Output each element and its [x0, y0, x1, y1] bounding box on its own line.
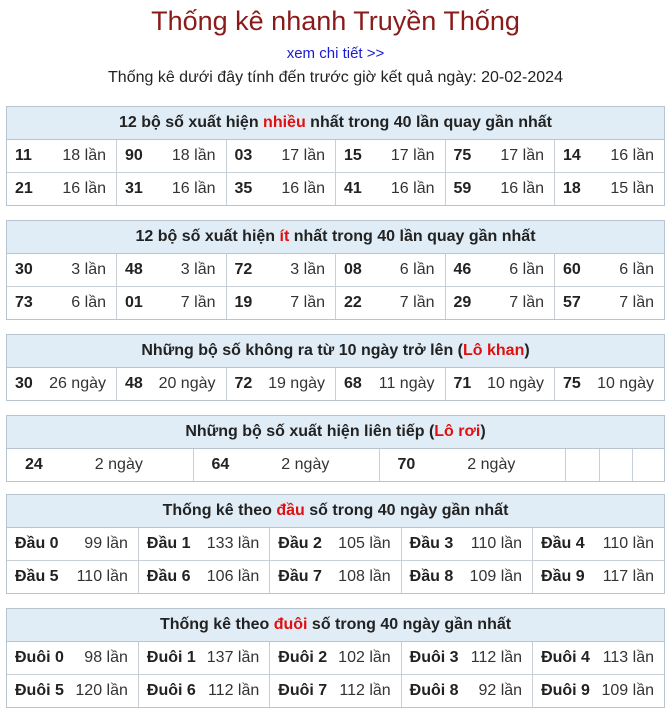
stat-label: 73 — [15, 294, 33, 311]
stat-count: 17 lần — [390, 147, 435, 164]
stat-label: 31 — [125, 180, 143, 197]
stat-count: 18 lần — [62, 147, 106, 164]
stat-cell — [7, 368, 117, 400]
stat-cell — [555, 287, 665, 320]
table-row — [7, 642, 664, 675]
stat-cell — [555, 254, 665, 287]
stat-label: Đầu 8 — [409, 568, 454, 585]
stat-count: 16 lần — [500, 180, 544, 197]
stat-count: 20 ngày — [158, 375, 216, 392]
table-row — [7, 287, 664, 320]
stat-label: Đầu 5 — [15, 568, 59, 585]
lo-roi-panel — [6, 415, 665, 482]
stat-count: 6 lần — [71, 294, 106, 311]
stat-label: 64 — [211, 456, 230, 473]
stat-count: 120 lần — [75, 682, 128, 699]
stat-cell — [555, 368, 665, 400]
stat-cell — [270, 642, 401, 675]
stat-label: Đầu 1 — [146, 535, 191, 552]
stat-cell — [7, 140, 117, 173]
stat-cell — [379, 449, 565, 481]
stat-count: 10 ngày — [487, 375, 544, 392]
stat-label: 01 — [125, 294, 143, 311]
stat-count: 19 ngày — [268, 375, 325, 392]
stat-label: 11 — [15, 147, 32, 164]
table-row — [7, 368, 664, 400]
stat-count: 113 lần — [602, 649, 654, 666]
stat-label: 68 — [344, 375, 362, 392]
dau-panel — [6, 494, 665, 594]
stat-count: 105 lần — [338, 535, 391, 552]
stat-cell — [533, 675, 664, 708]
duoi-panel — [6, 608, 665, 708]
stat-label: 72 — [234, 261, 253, 278]
stat-label: 24 — [25, 456, 43, 473]
stat-label: Đuôi 2 — [278, 649, 328, 666]
stat-label: 30 — [15, 375, 33, 392]
stat-label: 72 — [234, 375, 253, 392]
empty-cell — [632, 449, 664, 481]
stat-count: 133 lần — [206, 535, 260, 552]
stat-count: 110 lần — [470, 535, 523, 552]
stat-count: 6 lần — [619, 261, 654, 278]
stat-cell — [226, 287, 336, 320]
stat-cell — [336, 140, 446, 173]
stat-label: Đuôi 7 — [278, 682, 328, 699]
stat-label: 70 — [397, 456, 416, 473]
most-frequent-heading: 12 bộ số xuất hiện nhiều nhất trong 40 lần quay gần nhất — [7, 107, 664, 140]
lo-khan-table — [7, 368, 664, 400]
stat-count: 3 lần — [71, 261, 106, 278]
stat-count: 7 lần — [399, 294, 435, 311]
stat-cell — [117, 140, 227, 173]
stat-label: 18 — [563, 180, 581, 197]
stat-label: 29 — [453, 294, 472, 311]
stat-label: Đầu 3 — [409, 535, 454, 552]
stat-cell — [336, 173, 446, 206]
stat-label: Đầu 0 — [15, 535, 59, 552]
table-row — [7, 254, 664, 287]
stat-cell — [401, 675, 532, 708]
stat-label: Đuôi 0 — [15, 649, 64, 666]
stat-label: 21 — [15, 180, 33, 197]
view-details-link[interactable]: xem chi tiết >> — [286, 45, 385, 62]
stat-count: 112 lần — [339, 682, 391, 699]
stat-cell — [270, 528, 401, 561]
stat-cell — [401, 561, 532, 594]
stat-count: 16 lần — [281, 180, 325, 197]
stat-label: Đầu 9 — [541, 568, 585, 585]
table-row — [7, 449, 664, 481]
stat-cell — [445, 254, 555, 287]
stat-cell — [226, 254, 336, 287]
lo-roi-heading: Những bộ số xuất hiện liên tiếp (Lô rơi) — [7, 416, 664, 449]
stat-label: Đuôi 1 — [146, 649, 196, 666]
stat-cell — [117, 254, 227, 287]
stat-label: 03 — [234, 147, 253, 164]
stat-count: 112 lần — [207, 682, 260, 699]
lo-khan-heading: Những bộ số không ra từ 10 ngày trở lên (Lô khan) — [7, 335, 664, 368]
stat-cell — [226, 368, 336, 400]
stat-count: 17 lần — [281, 147, 325, 164]
duoi-table — [7, 642, 664, 707]
stat-cell — [270, 675, 401, 708]
stat-cell — [7, 287, 117, 320]
stat-count: 15 lần — [610, 180, 654, 197]
stat-count: 92 lần — [478, 682, 523, 699]
stat-label: 75 — [563, 375, 581, 392]
stat-cell — [445, 173, 555, 206]
stat-cell — [138, 561, 269, 594]
page-subtitle: Thống kê dưới đây tính đến trước giờ kết quả ngày: 20-02-2024 — [108, 69, 563, 86]
most-frequent-panel — [6, 106, 665, 206]
stat-count: 7 lần — [619, 294, 654, 311]
least-frequent-panel — [6, 220, 665, 320]
stat-label: 48 — [125, 375, 143, 392]
stat-count: 26 ngày — [49, 375, 106, 392]
most-frequent-table — [7, 140, 664, 205]
stat-label: 15 — [344, 147, 362, 164]
stat-label: 59 — [453, 180, 472, 197]
stat-cell — [336, 368, 446, 400]
stat-count: 6 lần — [399, 261, 435, 278]
table-row — [7, 528, 664, 561]
table-row — [7, 675, 664, 708]
stat-cell — [445, 368, 555, 400]
stat-label: 14 — [563, 147, 581, 164]
stat-cell — [193, 449, 379, 481]
stat-count: 11 ngày — [378, 375, 435, 392]
empty-cell — [599, 449, 632, 481]
stat-count: 110 lần — [76, 568, 128, 585]
stat-label: Đầu 2 — [278, 535, 322, 552]
table-row — [7, 561, 664, 594]
lo-roi-table — [7, 449, 664, 481]
stat-count: 7 lần — [290, 294, 325, 311]
stat-count: 110 lần — [602, 535, 654, 552]
stat-count: 17 lần — [500, 147, 544, 164]
stat-count: 10 ngày — [597, 375, 654, 392]
stat-label: 08 — [344, 261, 362, 278]
stat-count: 117 lần — [602, 568, 654, 585]
duoi-heading: Thống kê theo đuôi số trong 40 ngày gần nhất — [7, 609, 664, 642]
least-frequent-table — [7, 254, 664, 319]
dau-heading: Thống kê theo đầu số trong 40 ngày gần nhất — [7, 495, 664, 528]
stat-cell — [533, 642, 664, 675]
stat-cell — [226, 140, 336, 173]
stat-label: 35 — [234, 180, 253, 197]
stat-cell — [445, 287, 555, 320]
stat-label: 41 — [344, 180, 362, 197]
stat-cell — [533, 528, 664, 561]
least-frequent-heading: 12 bộ số xuất hiện ít nhất trong 40 lần quay gần nhất — [7, 221, 664, 254]
stat-cell — [117, 287, 227, 320]
stat-count: 16 lần — [62, 180, 106, 197]
table-row — [7, 173, 664, 206]
stat-cell — [7, 173, 117, 206]
stat-count: 99 lần — [84, 535, 128, 552]
stat-count: 3 lần — [180, 261, 216, 278]
stat-label: Đuôi 3 — [409, 649, 459, 666]
stat-label: Đầu 4 — [541, 535, 585, 552]
lo-khan-panel — [6, 334, 665, 401]
stat-count: 3 lần — [290, 261, 325, 278]
stat-label: 60 — [563, 261, 581, 278]
stat-cell — [138, 528, 269, 561]
stat-cell — [555, 140, 665, 173]
stat-cell — [401, 528, 532, 561]
stat-label: 46 — [453, 261, 472, 278]
stat-label: 75 — [453, 147, 472, 164]
stat-count: 2 ngày — [281, 456, 330, 473]
stat-label: 30 — [15, 261, 33, 278]
stat-cell — [7, 528, 138, 561]
stat-count: 16 lần — [610, 147, 654, 164]
page-title: Thống kê nhanh Truyền Thống — [151, 6, 520, 36]
stat-cell — [533, 561, 664, 594]
stat-label: 90 — [125, 147, 143, 164]
stat-count: 6 lần — [509, 261, 544, 278]
stat-cell — [7, 449, 193, 481]
stat-cell — [401, 642, 532, 675]
stat-label: 71 — [453, 375, 472, 392]
stat-cell — [270, 561, 401, 594]
stat-count: 137 lần — [206, 649, 260, 666]
stat-count: 2 ngày — [467, 456, 516, 473]
stat-count: 108 lần — [338, 568, 391, 585]
stat-label: Đuôi 4 — [541, 649, 590, 666]
stat-cell — [7, 561, 138, 594]
stat-count: 7 lần — [180, 294, 216, 311]
stat-count: 16 lần — [390, 180, 435, 197]
stat-count: 112 lần — [470, 649, 523, 666]
stat-count: 18 lần — [171, 147, 216, 164]
stat-cell — [336, 254, 446, 287]
stat-label: 19 — [234, 294, 253, 311]
stat-label: Đầu 6 — [146, 568, 191, 585]
stat-label: Đuôi 9 — [541, 682, 590, 699]
stat-count: 7 lần — [509, 294, 544, 311]
stat-cell — [138, 675, 269, 708]
stat-count: 109 lần — [469, 568, 523, 585]
stat-cell — [7, 642, 138, 675]
stat-label: Đầu 7 — [278, 568, 322, 585]
stat-cell — [555, 173, 665, 206]
stat-label: 57 — [563, 294, 581, 311]
stat-cell — [7, 254, 117, 287]
stat-cell — [7, 675, 138, 708]
table-row — [7, 140, 664, 173]
stat-label: Đuôi 5 — [15, 682, 64, 699]
stat-count: 98 lần — [84, 649, 128, 666]
stat-cell — [117, 173, 227, 206]
stat-count: 109 lần — [601, 682, 654, 699]
stat-count: 2 ngày — [94, 456, 143, 473]
stat-count: 16 lần — [171, 180, 216, 197]
stat-count: 102 lần — [338, 649, 391, 666]
stat-cell — [336, 287, 446, 320]
stat-cell — [226, 173, 336, 206]
stat-cell — [117, 368, 227, 400]
stat-count: 106 lần — [206, 568, 260, 585]
stat-label: 48 — [125, 261, 143, 278]
stat-label: 22 — [344, 294, 362, 311]
empty-cell — [565, 449, 599, 481]
stat-label: Đuôi 8 — [409, 682, 459, 699]
dau-table — [7, 528, 664, 593]
stat-cell — [445, 140, 555, 173]
stat-label: Đuôi 6 — [146, 682, 196, 699]
stat-cell — [138, 642, 269, 675]
